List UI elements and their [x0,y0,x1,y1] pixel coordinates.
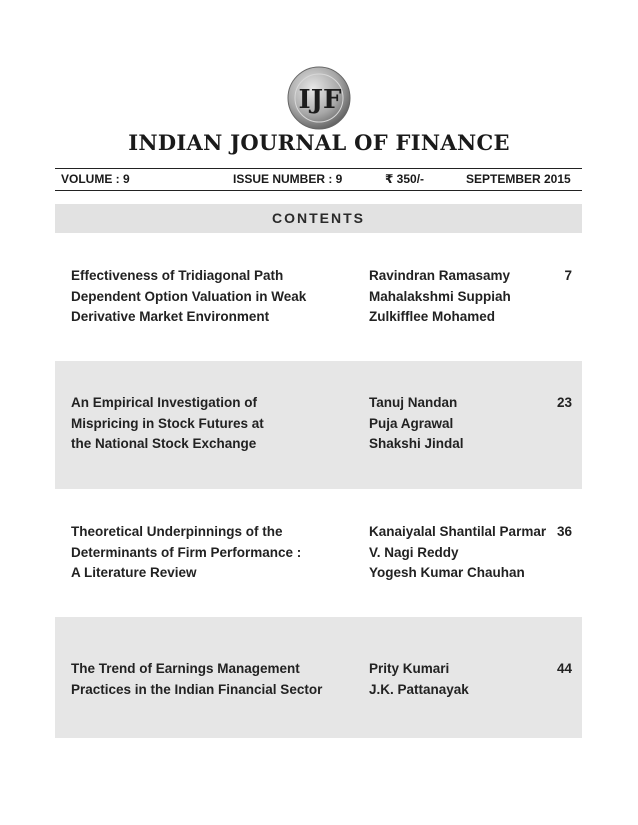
article-title-line: the National Stock Exchange [71,436,257,451]
author-name: Yogesh Kumar Chauhan [369,565,525,580]
contents-heading: CONTENTS [55,204,582,233]
article-title[interactable] [71,266,361,328]
journal-logo [287,66,351,130]
page-number: 44 [556,661,572,676]
author-name: V. Nagi Reddy [369,544,459,560]
article-entry [55,233,582,361]
header-top-rule [55,168,582,169]
article-title-line: Theoretical Underpinnings of the [71,524,283,539]
author-name: Zulkifflee Mohamed [369,309,496,324]
article-entry [55,489,582,617]
article-title[interactable] [71,393,361,455]
article-entry [55,617,582,738]
article-title-line: Determinants of Firm Performance : [71,544,302,560]
article-authors [369,393,559,455]
article-title-line: Effectiveness of Tridiagonal Path [71,268,284,283]
author-name: Mahalakshmi Suppiah [369,288,511,304]
article-title-line: Practices in the Indian Financial Sector [71,681,323,697]
article-page-number[interactable] [532,659,572,680]
article-page-number[interactable] [532,266,572,287]
date-label: SEPTEMBER 2015 [466,172,571,186]
svg-text:IJF: IJF [298,85,342,115]
price-label: ₹ 350/- [385,172,425,186]
article-entry [55,361,582,489]
article-authors [369,522,559,584]
article-title-line: Mispricing in Stock Futures at [71,415,264,431]
article-page-number[interactable] [532,393,572,414]
article-title-line: A Literature Review [71,565,197,580]
page-number: 23 [556,395,572,410]
article-title-line: An Empirical Investigation of [71,395,258,410]
journal-title: INDIAN JOURNAL OF FINANCE [128,130,510,155]
journal-logo-icon [287,66,351,130]
article-page-number[interactable] [532,522,572,543]
page-number: 7 [564,268,572,283]
author-name: J.K. Pattanayak [369,681,469,697]
article-title[interactable] [71,659,361,700]
article-title-line: The Trend of Earnings Management [71,661,300,676]
author-name: Shakshi Jindal [369,436,464,451]
author-name: Kanaiyalal Shantilal Parmar [369,524,547,539]
author-name: Tanuj Nandan [369,395,458,410]
article-title-line: Dependent Option Valuation in Weak [71,288,307,304]
volume-label: VOLUME : 9 [61,172,130,186]
issue-label: ISSUE NUMBER : 9 [233,172,343,186]
article-title-line: Derivative Market Environment [71,309,270,324]
article-title[interactable] [71,522,361,584]
article-authors [369,659,559,700]
author-name: Puja Agrawal [369,415,454,431]
header-bottom-rule [55,190,582,191]
author-name: Prity Kumari [369,661,450,676]
page-number: 36 [556,524,572,539]
article-authors [369,266,559,328]
author-name: Ravindran Ramasamy [369,268,511,283]
